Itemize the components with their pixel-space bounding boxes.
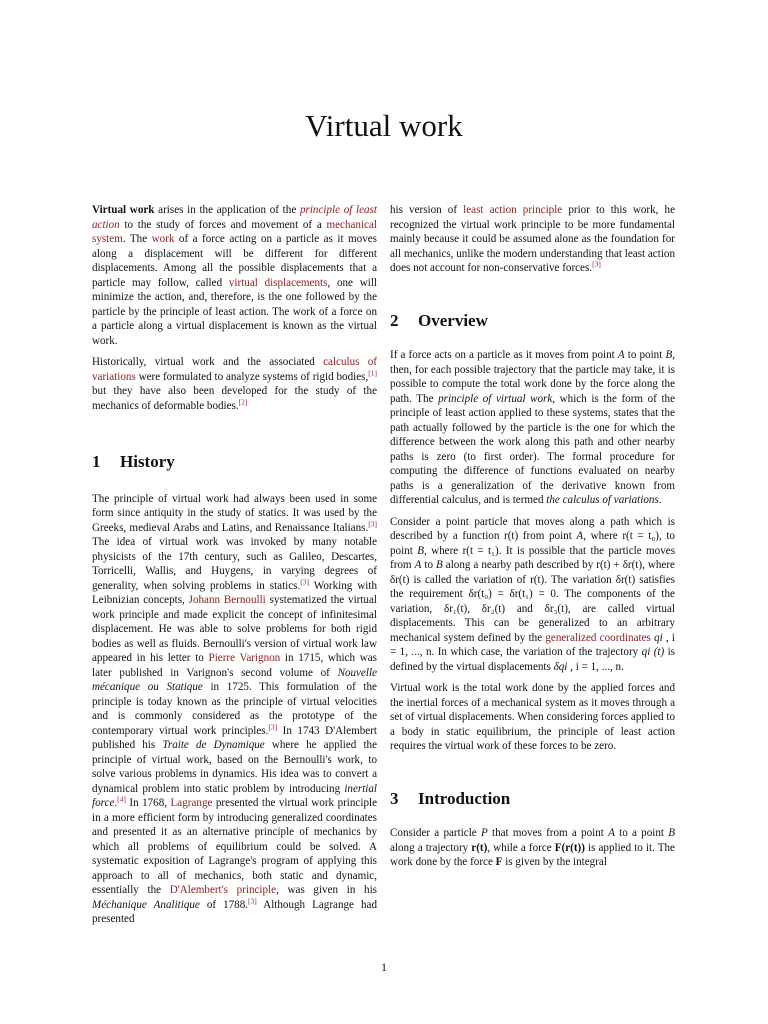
section-heading-history: 1 History <box>92 452 175 471</box>
citation[interactable]: [1] <box>368 367 377 377</box>
citation[interactable]: [4] <box>117 794 126 804</box>
overview-paragraph-3: Virtual work is the total work done by the applied forces and the inertial forces of a mechanical system as it moves through a set of virtual displacements. When considering forces applied to a body in static equilibrium, the principle of least action requires the virtual work of these forces to be zero. <box>390 682 675 752</box>
right-column <box>390 203 675 877</box>
link-work[interactable]: work <box>151 233 175 245</box>
citation[interactable]: [3] <box>300 576 310 586</box>
link-virtual-displacements[interactable]: virtual displacements <box>228 276 328 289</box>
section-heading-introduction: 3 Introduction <box>390 788 511 808</box>
citation[interactable]: [3] <box>248 895 257 905</box>
history-paragraph: The principle of virtual work had always been used in some form since antiquity in the study of statics. It was used by the Greeks, medieval Arabs and Latins, and Renaissance Italians.[3] The idea of virtual work was invoked by many notable physicists of the 17th century, such as Galileo, Descartes, Torricelli, Wallis, and Huygens, in varying degrees of generality, when solving problems in statics.[3] Working with Leibnizian concepts, Johann Bernoulli systematized the virtual work principle and made explicit the concept of infinitesimal displacement. He was able to solve problems for both rigid bodies as well as fluids. Bernoulli's version of virtual work law appeared in his letter to Pierre Varignon in 1715, which was later published in Varignon's second volume of Nouvelle mécanique ou Statique in 1725. This formulation of the principle is today known as the principle of virtual velocities and is commonly considered as the prototype of the contemporary virtual work principles.[3] In 1743 D'Alembert published his Traite de Dynamique where he applied the principle of virtual work, based on the Bernoulli's work, to solve various problems in dynamics. His idea was to convert a dynamical problem into static problem by introducing inertial force.[4] In 1768, Lagrange presented the virtual work principle in a more efficient form by introducing generalized coordinates and presented it as an alternative principle of mechanics by which all problems of equilibrium could be solved. A systematic exposition of Lagrange's program of applying this approach to all of mechanics, both static and dynamic, essentially the D'Alembert's principle, was given in his Méchanique Analitique of 1788.[3] Although Lagrange had presented <box>92 492 377 925</box>
overview-paragraph-2: Consider a point particle that moves along a path which is described by a function r(t) from point A, where r(t = t₀), to point B, where r(t = t₁). It is possible that the particle moves from A to B along a nearby path described by r(t) + δr(t), where δr(t) is called the variation of r(t). The variation δr(t) satisfies the requirement δr(t₀) = δr(t₁) = 0. The components of the variation, δr₁(t), δr₂(t) and δr₃(t), are called virtual displacements. This can be generalized to an arbitrary mechanical system defined by the generalized coordinates qi , i = 1, ..., n. In which case, the variation of the trajectory qi (t) is defined by the virtual displacements δqi , i = 1, ..., n. <box>390 515 676 673</box>
intro-paragraph-2: Historically, virtual work and the associated calculus of variations were formulated to analyze systems of rigid bodies,[1] but they have also been developed for the study of the mechanics of deformable bodies.[2] <box>92 356 377 412</box>
page-title: Virtual work <box>305 108 463 143</box>
left-column <box>92 203 377 934</box>
citation[interactable]: [2] <box>238 396 248 406</box>
section-heading-overview: 2 Overview <box>390 310 488 330</box>
link-principle-of-least-action[interactable]: principle of least action <box>92 204 378 231</box>
citation[interactable]: [3] <box>268 721 278 731</box>
link-dalemberts-principle[interactable]: D'Alembert's principle <box>169 884 277 896</box>
overview-paragraph-1: If a force acts on a particle as it moves from point A to point B, then, for each possible trajectory that the particle may take, it is possible to compute the total work done by the force along the path. The principle of virtual work, which is the form of the principle of least action applied to these systems, states that the path actually followed by the particle is the one for which the difference between the work along this path and other nearby paths is zero (to first order). The formal procedure for computing the difference of functions evaluated on nearby paths is a generalization of the derivative known from differential calculus, and is termed the calculus of variations. <box>390 349 675 506</box>
page-number: 1 <box>381 960 387 974</box>
link-calculus-of-variations[interactable]: calculus of variations <box>92 356 377 383</box>
link-johann-bernoulli[interactable]: Johann Bernoulli <box>188 594 266 606</box>
link-generalized-coordinates[interactable]: generalized coordinates <box>545 631 651 644</box>
bold-term: Virtual work <box>92 204 155 216</box>
continued-paragraph: his version of least action principle prior to this work, he recognized the virtual work principle to be more fundamental mainly because it could be assumed alone as the foundation for all mechanics, unlike the modern understanding that least action does not account for non-conservative forces.[3] <box>390 204 676 274</box>
link-mechanical-system[interactable]: mechanical system <box>92 218 377 245</box>
intro-paragraph-1: Virtual work arises in the application of the principle of least action to the study of forces and movement of a mechanical system. The work of a force acting on a particle as it moves along a displacement will be different for different displacements. Among all the possible displacements that a particle may follow, called virtual displacements, one will minimize the action, and, therefore, is the one followed by the particle by the principle of least action. The work of a force on a particle along a virtual displacement is known as the virtual work. <box>92 204 378 347</box>
link-lagrange[interactable]: Lagrange <box>170 797 213 809</box>
link-pierre-varignon[interactable]: Pierre Varignon <box>208 652 281 664</box>
citation[interactable]: [3] <box>368 518 377 528</box>
introduction-paragraph: Consider a particle P that moves from a point A to a point B along a trajectory r(t), while a force F(r(t)) is applied to it. The work done by the force F is given by the integral <box>390 827 675 868</box>
link-least-action-principle[interactable]: least action principle <box>463 204 563 216</box>
citation[interactable]: [3] <box>592 259 601 269</box>
